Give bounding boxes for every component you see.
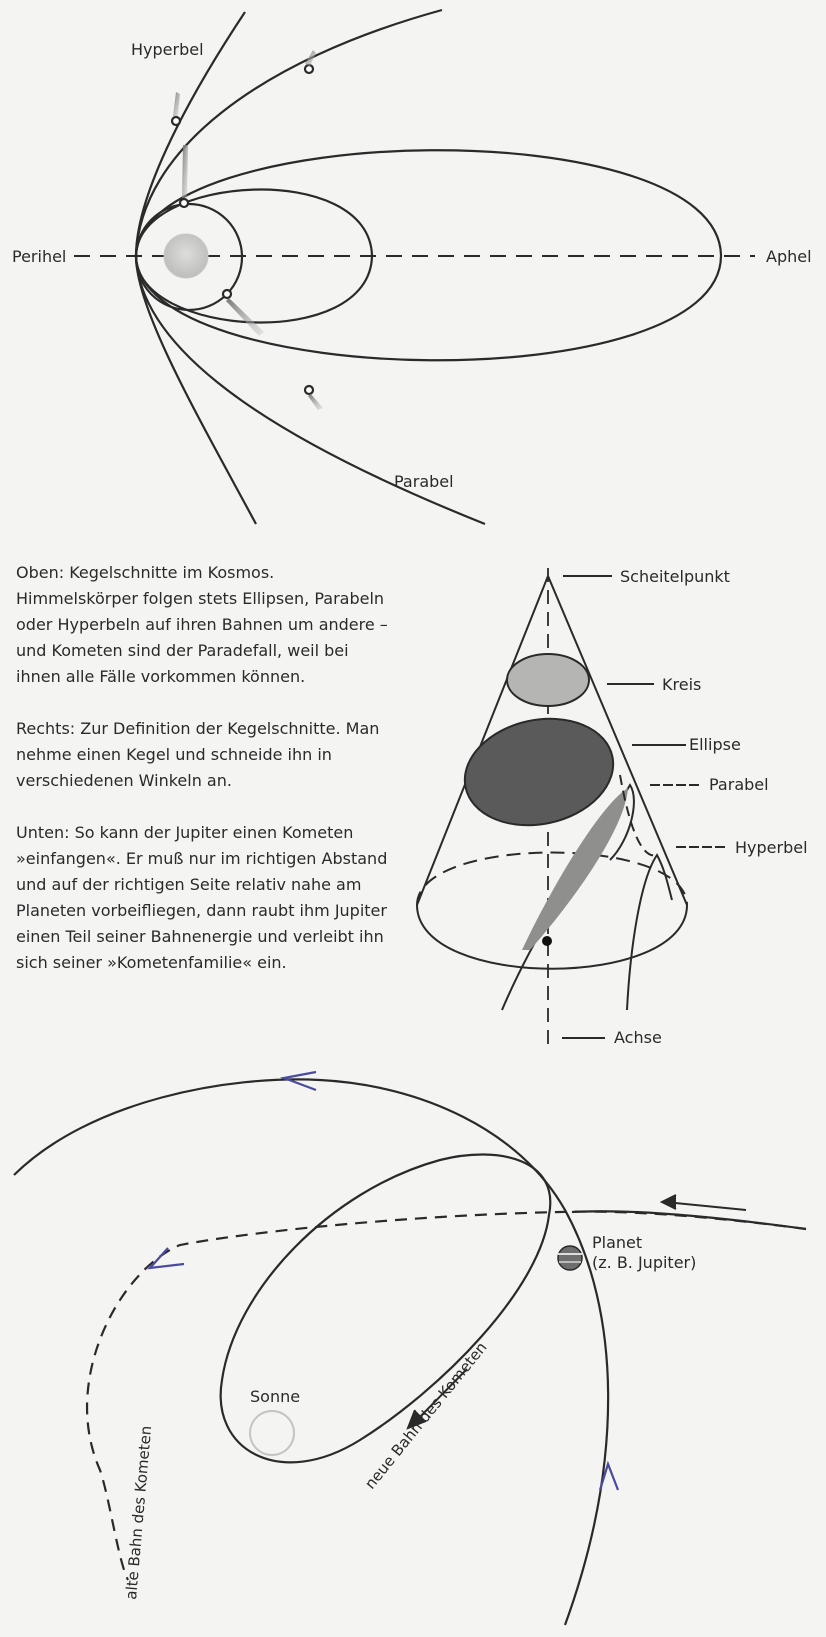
sun-icon: [164, 234, 208, 278]
arrow-incoming: [665, 1202, 746, 1210]
label-kreis: Kreis: [662, 675, 702, 694]
incoming-comet-path: [572, 1211, 806, 1229]
label-achse: Achse: [614, 1028, 662, 1047]
label-hyperbel-top: Hyperbel: [131, 40, 204, 59]
comet-markers: [172, 65, 313, 394]
comet-marker: [180, 199, 188, 207]
hyperbola-dashed-part: [620, 775, 657, 855]
comet-tail: [305, 50, 316, 66]
comet-tail: [182, 145, 188, 198]
arrow-planet-orbit: [284, 1072, 316, 1090]
caption-text: [16, 560, 396, 1002]
caption-text-rechts: Zur Definition der Kegelschnitte. Man nehme einen Kegel und schneide ihn in verschiedenen Winkeln an.: [16, 719, 380, 790]
comet-tail: [308, 394, 323, 410]
comet-marker: [172, 117, 180, 125]
orbit-direction-arrows: [150, 1072, 618, 1490]
comet-tail: [173, 92, 180, 116]
cone-diagram: [417, 568, 728, 1052]
label-planet: Planet: [592, 1233, 643, 1252]
label-alte-bahn: alte Bahn des Kometen: [122, 1424, 156, 1601]
label-parabel-top: Parabel: [394, 472, 454, 491]
circle-section: [507, 654, 589, 706]
label-hyperbel-cone: Hyperbel: [735, 838, 808, 857]
caption-tag-oben: Oben:: [16, 563, 65, 582]
caption-unten: [16, 820, 396, 976]
label-aphel: Aphel: [766, 247, 812, 266]
label-ellipse: Ellipse: [689, 735, 741, 754]
label-planet-example: (z. B. Jupiter): [592, 1253, 697, 1272]
label-perihel: Perihel: [12, 247, 67, 266]
conic-orbits-diagram: [74, 10, 755, 524]
ellipse-section: [455, 706, 623, 839]
hyperbola-section: [627, 855, 672, 1010]
label-sonne: Sonne: [250, 1387, 301, 1406]
caption-oben: [16, 560, 396, 690]
arrowhead-incoming: [662, 1195, 676, 1209]
comet-tails: [173, 50, 323, 410]
label-scheitelpunkt: Scheitelpunkt: [620, 567, 730, 586]
parabola-focus-dot: [542, 936, 552, 946]
comet-marker: [305, 65, 313, 73]
caption-text-unten: So kann der Jupiter einen Kometen »einfangen«. Er muß nur im richtigen Abstand und auf der richtigen Seite relativ nahe am Planeten vorbeifliegen, dann raubt ihm Jupiter einen Teil seiner Bahnenergie und verleibt ihn sich seiner »Kometenfamilie« ein.: [16, 823, 388, 972]
caption-text-oben: Kegelschnitte im Kosmos. Himmelskörper folgen stets Ellipsen, Parabeln oder Hyperbeln auf ihren Bahnen um andere – und Kometen sind der Paradefall, weil bei ihnen alle Fälle vorkommen können.: [16, 563, 388, 686]
label-parabel-cone: Parabel: [709, 775, 769, 794]
caption-tag-rechts: Rechts:: [16, 719, 76, 738]
label-neue-bahn: neue Bahn des Kometen: [361, 1338, 491, 1493]
caption-rechts: [16, 716, 396, 794]
comet-motion-arrows: [408, 1195, 746, 1428]
comet-marker: [305, 386, 313, 394]
new-comet-orbit: [221, 1155, 551, 1463]
comet-marker: [223, 290, 231, 298]
sun-icon-bottom: [250, 1411, 294, 1455]
caption-tag-unten: Unten:: [16, 823, 70, 842]
comet-tail: [226, 298, 264, 336]
planet-jupiter-icon: [558, 1246, 582, 1270]
